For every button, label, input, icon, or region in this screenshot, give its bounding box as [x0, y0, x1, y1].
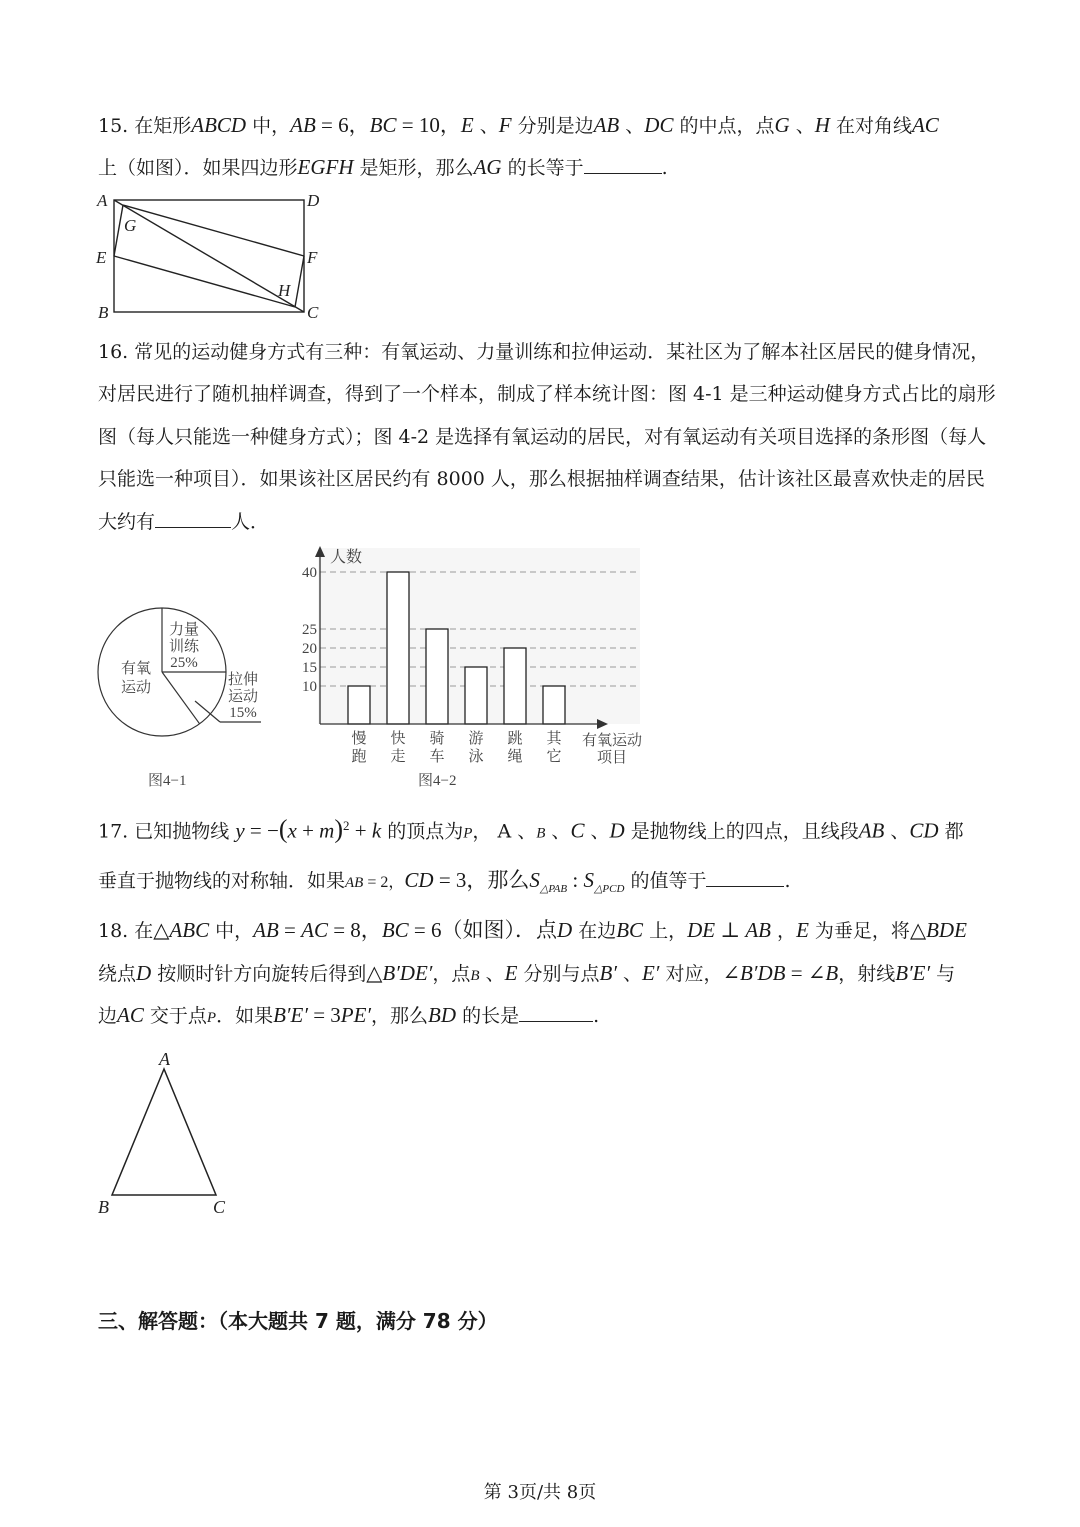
- label-b: B: [98, 303, 109, 322]
- category-label-top-5: 其: [546, 731, 562, 747]
- q18-line2: 绕点D 按顺时针方向旋转后得到△B′DE′，点B 、E 分别与点B′ 、E′ 对应，∠B′DB = ∠B，射线B′E′ 与: [98, 961, 956, 985]
- y-tick-15: 15: [302, 660, 317, 676]
- q17-line2: 垂直于抛物线的对称轴．如果AB = 2，CD = 3，那么$S_{\triangle PAB}$ : $S_{\triangle PCD}$ 的值等于 .: [98, 868, 791, 895]
- bar-慢跑: [348, 686, 370, 724]
- q17-answer-blank[interactable]: [706, 868, 784, 887]
- q17-line1: 17. 已知抛物线 $y = -(x + m)^2 + k$ 的顶点为P， A 、B 、C 、D 是抛物线上的四点，且线段AB 、CD 都: [98, 814, 964, 844]
- pie-label-strength-pct: 25%: [170, 655, 198, 671]
- bar-骑车: [426, 629, 448, 724]
- q16-line4: 只能选一种项目）．如果该社区居民约有 8000 人，那么根据抽样调查结果，估计该社区最喜欢快走的居民: [98, 468, 985, 490]
- q16-line1: 16. 常见的运动健身方式有三种：有氧运动、力量训练和拉伸运动．某社区为了解本社区居民的健身情况，: [98, 341, 990, 363]
- pie-label-strength-1: 力量: [168, 622, 200, 638]
- q16-line2: 对居民进行了随机抽样调查，得到了一个样本，制成了样本统计图：图 4-1 是三种运动健身方式占比的扇形: [98, 383, 996, 405]
- y-tick-20: 20: [302, 641, 317, 657]
- y-tick-10: 10: [302, 679, 317, 695]
- pie-label-strength-2: 训练: [168, 639, 200, 655]
- triangle-abc: [112, 1069, 216, 1195]
- pie-label-stretch-1: 拉伸: [227, 672, 259, 688]
- x-axis-label-1: 有氧运动: [581, 733, 643, 749]
- label-d: D: [307, 191, 320, 210]
- category-label-top-4: 跳: [507, 731, 523, 747]
- bar-chart-4-2: [290, 540, 660, 790]
- q16-answer-blank[interactable]: [155, 509, 231, 528]
- category-label-bottom-1: 走: [390, 749, 406, 765]
- segment-eg: [114, 205, 123, 256]
- label-h: H: [278, 281, 291, 300]
- label-g: G: [124, 216, 137, 235]
- segment-he: [114, 256, 295, 307]
- category-label-bottom-0: 跑: [351, 749, 367, 765]
- q16-line3: 图（每人只能选一种健身方式）；图 4-2 是选择有氧运动的居民，对有氧运动有关项目选择的条形图（每人: [98, 426, 987, 448]
- pie-boundary-有氧运动: [162, 672, 200, 724]
- q15-answer-blank[interactable]: [584, 155, 662, 174]
- page-footer: 第 3页/共 8页: [483, 1482, 597, 1503]
- category-label-bottom-5: 它: [546, 749, 562, 765]
- label-c: C: [307, 303, 319, 322]
- pie-label-stretch-2: 运动: [227, 689, 259, 705]
- q15-rectangle-figure: [92, 188, 332, 328]
- segment-gf: [123, 205, 304, 256]
- x-axis-label-2: 项目: [596, 750, 628, 766]
- pie-label-aerobic-1: 有氧: [120, 661, 152, 677]
- category-label-top-0: 慢: [351, 731, 367, 747]
- q16-line5: 大约有 人．: [98, 511, 270, 533]
- section-heading: 三、解答题：（本大题共 7 题，满分 78 分）: [98, 1309, 498, 1333]
- q18-answer-blank[interactable]: [519, 1003, 593, 1022]
- label-f: F: [307, 248, 318, 267]
- diagonal-ac: [114, 200, 304, 312]
- bar-快走: [387, 572, 409, 724]
- pie-caption: 图4−1: [148, 773, 187, 789]
- q15-line2: 上（如图）．如果四边形EGFH 是矩形，那么AG 的长等于 .: [98, 155, 668, 179]
- q18-line3: 边AC 交于点P．如果B′E′ = 3PE′，那么BD 的长是 .: [98, 1003, 600, 1027]
- left-paren: (: [278, 814, 288, 844]
- bar-caption: 图4−2: [418, 773, 457, 789]
- label-a: A: [159, 1049, 170, 1069]
- y-tick-25: 25: [302, 622, 317, 638]
- pie-label-aerobic-2: 运动: [120, 680, 152, 696]
- label-e: E: [96, 248, 107, 267]
- stretch-pointer-line: [195, 701, 220, 722]
- label-b: B: [98, 1197, 109, 1217]
- pie-chart-4-1: [96, 605, 276, 790]
- category-label-top-1: 快: [390, 731, 406, 747]
- bar-游泳: [465, 667, 487, 724]
- bar-其它: [543, 686, 565, 724]
- category-label-bottom-2: 车: [429, 749, 445, 765]
- segment-fh: [295, 256, 304, 307]
- q18-line1: 18. 在△ABC 中，AB = AC = 8，BC = 6（如图）．点D 在边BC 上，DE ⊥ AB ，E 为垂足，将△BDE: [98, 918, 967, 942]
- q15-line1: 15. 在矩形ABCD 中，AB = 6，BC = 10，E 、F 分别是边AB 、DC 的中点，点G 、H 在对角线AC: [98, 113, 939, 137]
- right-paren: ): [334, 814, 344, 844]
- bar-跳绳: [504, 648, 526, 724]
- label-a: A: [97, 191, 108, 210]
- label-c: C: [213, 1197, 226, 1217]
- category-label-top-2: 骑: [429, 731, 445, 747]
- y-tick-40: 40: [302, 565, 317, 581]
- y-axis-label: 人数: [330, 549, 363, 566]
- category-label-top-3: 游: [468, 731, 484, 747]
- category-label-bottom-4: 绳: [507, 749, 523, 765]
- q18-triangle-figure: [92, 1045, 252, 1220]
- category-label-bottom-3: 泳: [468, 749, 484, 765]
- pie-label-stretch-pct: 15%: [229, 705, 257, 721]
